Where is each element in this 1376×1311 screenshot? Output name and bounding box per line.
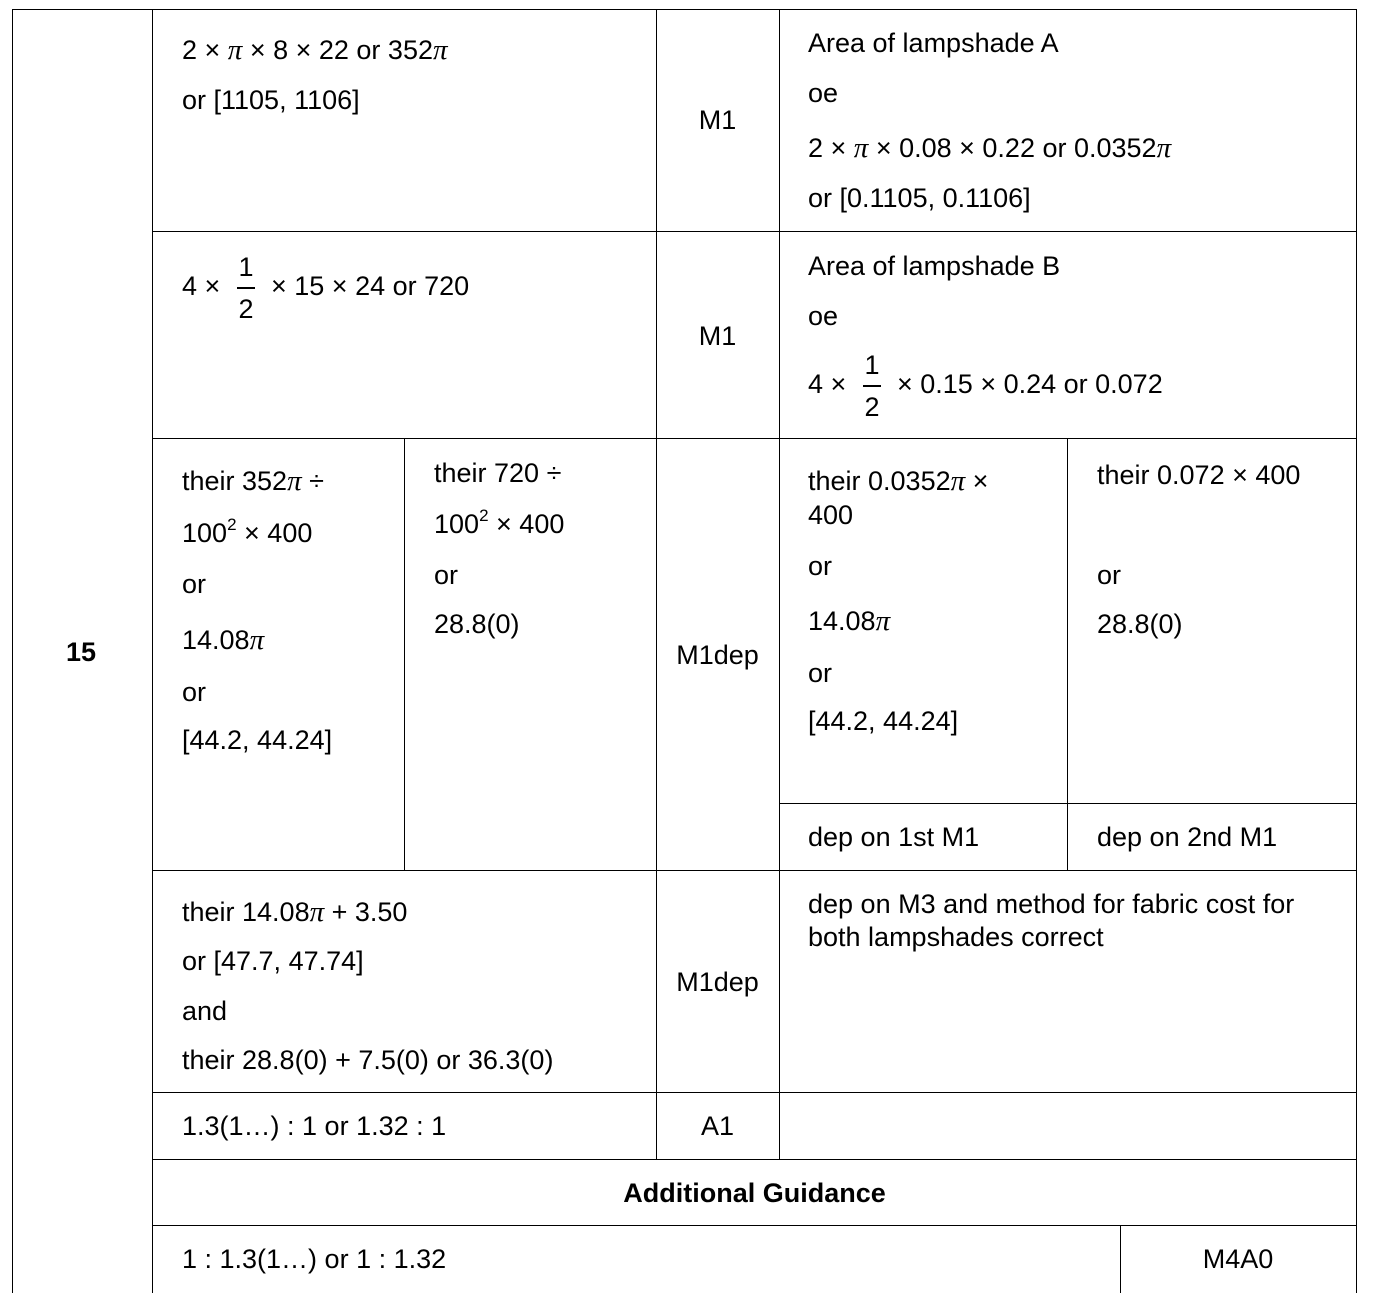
pi-symbol: π bbox=[1156, 132, 1172, 164]
row3-comment-left-or1: or bbox=[808, 551, 833, 581]
row3-comment-left-line2: 14.08π bbox=[808, 605, 891, 637]
pi-symbol: π bbox=[309, 896, 325, 928]
dep-row-divider bbox=[779, 803, 1357, 804]
row3-comment-left-line1b: 400 bbox=[808, 500, 854, 530]
pi-symbol: π bbox=[950, 465, 966, 497]
row-divider-2 bbox=[152, 438, 1357, 439]
row5-method: 1.3(1…) : 1 or 1.32 : 1 bbox=[182, 1111, 447, 1141]
pi-symbol: π bbox=[432, 34, 448, 66]
pi-symbol: π bbox=[227, 34, 243, 66]
fraction-bar bbox=[237, 287, 255, 289]
table-border-right bbox=[1356, 9, 1357, 1293]
row3-right-or1: or bbox=[434, 560, 459, 590]
row-divider-4 bbox=[152, 1092, 1357, 1093]
row1-comment-expr: 2 × π × 0.08 × 0.22 or 0.0352π bbox=[808, 132, 1172, 164]
row-divider-5 bbox=[152, 1159, 1357, 1160]
row1-comment-title: Area of lampshade A bbox=[808, 28, 1059, 58]
row4-comment-line2: both lampshades correct bbox=[808, 922, 1104, 952]
pi-symbol: π bbox=[287, 465, 302, 497]
guidance-mark: M4A0 bbox=[1202, 1244, 1274, 1274]
row1-mark: M1 bbox=[698, 105, 737, 135]
row3-right-line3: 28.8(0) bbox=[434, 609, 520, 639]
row3-comment-left-dep: dep on 1st M1 bbox=[808, 822, 980, 852]
row3-left-or1: or bbox=[182, 569, 207, 599]
fraction-denominator: 2 bbox=[238, 294, 254, 324]
row3-comment-left-line3: [44.2, 44.24] bbox=[808, 706, 959, 736]
table-border-qnum bbox=[152, 9, 153, 1293]
col-divider-mark-right bbox=[779, 9, 780, 1159]
row3-right-line2: $100^2 \times 400$ bbox=[434, 506, 565, 539]
row-divider-1 bbox=[152, 231, 1357, 232]
row3-left-line1: their 352π ÷ bbox=[182, 465, 324, 497]
row2-mark: M1 bbox=[698, 321, 737, 351]
pi-symbol: π bbox=[853, 132, 869, 164]
fraction-denominator: 2 bbox=[864, 392, 880, 422]
row3-comment-right-line1: their 0.072 × 400 bbox=[1097, 460, 1301, 490]
row-divider-3 bbox=[152, 870, 1357, 871]
guidance-heading: Additional Guidance bbox=[623, 1178, 886, 1208]
row4-method-line2: or [47.7, 47.74] bbox=[182, 946, 364, 976]
row4-mark: M1dep bbox=[676, 967, 759, 997]
row1-method-line2: or [1105, 1106] bbox=[182, 85, 360, 115]
row3-left-or2: or bbox=[182, 677, 207, 707]
row2-method-prefix: 4 × bbox=[182, 271, 221, 301]
row3-comment-right-dep: dep on 2nd M1 bbox=[1097, 822, 1278, 852]
method-split-divider bbox=[404, 438, 405, 870]
guidance-item: 1 : 1.3(1…) or 1 : 1.32 bbox=[182, 1244, 447, 1274]
row4-method-line3: and bbox=[182, 996, 228, 1026]
row3-comment-left-or2: or bbox=[808, 658, 833, 688]
row3-comment-right-line2: 28.8(0) bbox=[1097, 609, 1183, 639]
row4-comment-line1: dep on M3 and method for fabric cost for bbox=[808, 889, 1295, 919]
fraction-bar bbox=[863, 385, 881, 387]
table-border-top bbox=[12, 9, 1357, 10]
row3-left-line2: $100^2 \times 400$ bbox=[182, 515, 313, 548]
row2-method-suffix: × 15 × 24 or 720 bbox=[271, 271, 470, 301]
row3-mark: M1dep bbox=[676, 640, 759, 670]
row2-comment-oe: oe bbox=[808, 301, 839, 331]
row1-comment-oe: oe bbox=[808, 78, 839, 108]
question-number: 15 bbox=[66, 637, 97, 667]
row2-method-fraction bbox=[235, 254, 257, 324]
row2-comment-title: Area of lampshade B bbox=[808, 251, 1061, 281]
row4-method-line1: their 14.08π + 3.50 bbox=[182, 896, 408, 928]
fraction-numerator: 1 bbox=[238, 252, 254, 282]
row-divider-6 bbox=[152, 1225, 1357, 1226]
row5-mark: A1 bbox=[700, 1111, 735, 1141]
row4-method-line4: their 28.8(0) + 7.5(0) or 36.3(0) bbox=[182, 1045, 554, 1075]
row3-comment-left-line1: their 0.0352π × bbox=[808, 465, 989, 497]
row2-comment-prefix: 4 × bbox=[808, 369, 847, 399]
pi-symbol: π bbox=[875, 605, 891, 637]
row1-method-line1: 2 × π × 8 × 22 or 352π bbox=[182, 34, 448, 66]
pi-symbol: π bbox=[249, 624, 265, 656]
row3-left-line4: [44.2, 44.24] bbox=[182, 725, 333, 755]
row3-right-line1: their 720 ÷ bbox=[434, 458, 562, 488]
row3-left-line3: 14.08π bbox=[182, 624, 265, 656]
table-border-left bbox=[12, 9, 13, 1293]
comment-split-divider bbox=[1067, 438, 1068, 870]
row2-comment-suffix: × 0.15 × 0.24 or 0.072 bbox=[897, 369, 1163, 399]
row1-comment-range: or [0.1105, 0.1106] bbox=[808, 183, 1031, 213]
row2-comment-fraction bbox=[861, 352, 883, 422]
fraction-numerator: 1 bbox=[864, 350, 880, 380]
row3-comment-right-or1: or bbox=[1097, 560, 1122, 590]
